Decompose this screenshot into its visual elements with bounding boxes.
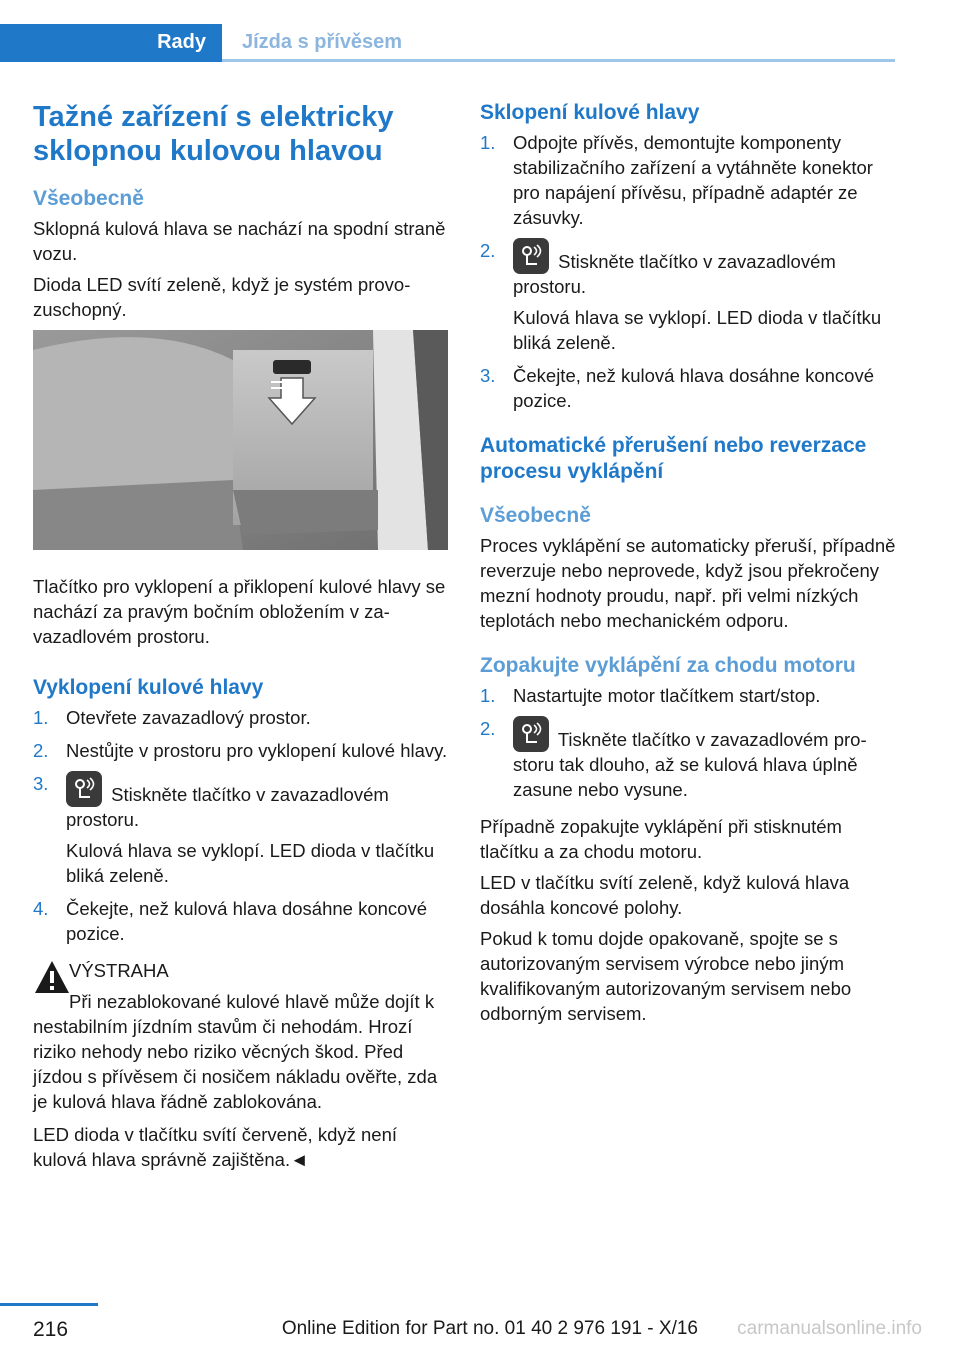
paragraph: LED v tlačítku svítí zeleně, když kulová hlava dosáhla koncové polohy. <box>480 872 850 918</box>
general-heading: Všeobecně <box>480 504 591 527</box>
paragraph: Případně zopakujte vyklápění při stisknutém tlačítku a za chodu motoru. <box>480 816 842 862</box>
warning-box <box>33 958 448 1172</box>
fold-out-steps <box>33 705 448 946</box>
auto-heading: Automatické přerušení nebo reverzace procesu vyklápění <box>480 434 867 483</box>
step-text: Nestůjte v prostoru pro vyklopení kulové hlavy. <box>66 740 448 761</box>
page-title: Tažné zařízení s elektricky sklopnou kulovou hlavou <box>33 101 394 167</box>
trunk-button-photo <box>33 330 448 550</box>
warning-text-2: LED dioda v tlačítku svítí červeně, když není kulová hlava správně zajištěna.◄ <box>33 1124 398 1170</box>
step-number: 2. <box>480 240 496 261</box>
step-number: 1. <box>33 707 49 728</box>
paragraph: Dioda LED svítí zeleně, když je systém provozuschopný. <box>33 274 411 320</box>
general-heading: Všeobecně <box>33 187 144 210</box>
photo-caption: Tlačítko pro vyklopení a přiklopení kulové hlavy se nachází za pravým bočním obložením v zavazadlovém prostoru. <box>33 576 446 647</box>
step-number: 4. <box>33 898 49 919</box>
step-number: 3. <box>33 773 49 794</box>
step-text: Tiskněte tlačítko v zavazadlovém prostoru tak dlouho, až se kulová hlava úplně zasune nebo vysune. <box>513 729 867 800</box>
right-column <box>480 100 896 1032</box>
tow-hitch-button-icon <box>66 771 102 807</box>
paragraph: Pokud k tomu dojde opakovaně, spojte se s autorizovaným servisem výrobce nebo jiným kvalifikovaným autorizovaným servisem nebo odborným servisem. <box>480 928 852 1024</box>
step-subtext: Kulová hlava se vyklopí. LED dioda v tlačítku bliká zeleně. <box>513 307 882 353</box>
step-text: Čekejte, než kulová hlava dosáhne koncové pozice. <box>66 898 427 944</box>
step-text: Nastartujte motor tlačítkem start/stop. <box>513 685 821 706</box>
edition-text: Online Edition for Part no. 01 40 2 976 191 - X/16 <box>281 1318 698 1339</box>
step-number: 1. <box>480 685 496 706</box>
step-subtext: Kulová hlava se vyklopí. LED dioda v tlačítku bliká zeleně. <box>66 840 435 886</box>
fold-in-heading: Sklopení kulové hlavy <box>480 101 700 124</box>
paragraph: Proces vyklápění se automaticky přeruší, případně reverzuje nebo neprovede, když jsou překročeny mezní hodnoty proudu, např. při velmi nízkých teplotách nebo mechanickém odporu. <box>480 535 896 631</box>
warning-title: VÝSTRAHA <box>69 960 169 981</box>
tab-section[interactable] <box>222 24 895 62</box>
list-item <box>33 705 448 730</box>
list-item <box>480 238 896 355</box>
left-column <box>33 100 448 1172</box>
tab-rady[interactable] <box>0 24 222 62</box>
fold-out-heading: Vyklopení kulové hlavy <box>33 676 264 699</box>
step-number: 3. <box>480 365 496 386</box>
footer-rule <box>0 1303 98 1306</box>
step-text: Stiskněte tlačítko v zavazadlovém prostoru. <box>66 784 389 830</box>
list-item <box>33 738 448 763</box>
paragraph: Sklopná kulová hlava se nachází na spodní straně vozu. <box>33 218 446 264</box>
repeat-heading: Zopakujte vyklápění za chodu motoru <box>480 654 856 677</box>
list-item <box>33 896 448 946</box>
tow-hitch-button-icon <box>513 716 549 752</box>
list-item <box>33 771 448 888</box>
step-number: 2. <box>33 740 49 761</box>
step-number: 1. <box>480 132 496 153</box>
step-text: Odpojte přívěs, demontujte komponenty stabilizačního zařízení a vytáhněte konektor pro napájení přívěsu, případně adaptér ze zásuvky. <box>513 132 873 228</box>
running-header <box>0 24 895 62</box>
list-item <box>480 130 896 230</box>
list-item <box>480 363 896 413</box>
step-text: Čekejte, než kulová hlava dosáhne koncové pozice. <box>513 365 874 411</box>
list-item <box>480 683 896 708</box>
step-text: Stiskněte tlačítko v zavazadlovém prostoru. <box>513 251 836 297</box>
watermark: carmanualsonline.info <box>737 1318 922 1339</box>
step-text: Otevřete zavazadlový prostor. <box>66 707 311 728</box>
repeat-steps <box>480 683 896 802</box>
tab-section-label: Jízda s přívěsem <box>242 31 403 53</box>
step-number: 2. <box>480 718 496 739</box>
page-number: 216 <box>33 1318 69 1341</box>
list-item <box>480 716 896 802</box>
warning-icon <box>33 958 71 996</box>
fold-in-steps <box>480 130 896 413</box>
tow-hitch-button-icon <box>513 238 549 274</box>
warning-text: Při nezablokované kulové hlavě může dojít k nestabilním jízdním stavům či nehodám. Hrozí riziko nehody nebo riziko věcných škod. Před jízdou s přívěsem či nosičem nákladu ověřte, zda je kulová hlava řádně zablokována. <box>33 991 438 1112</box>
tab-rady-label: Rady <box>157 31 206 53</box>
